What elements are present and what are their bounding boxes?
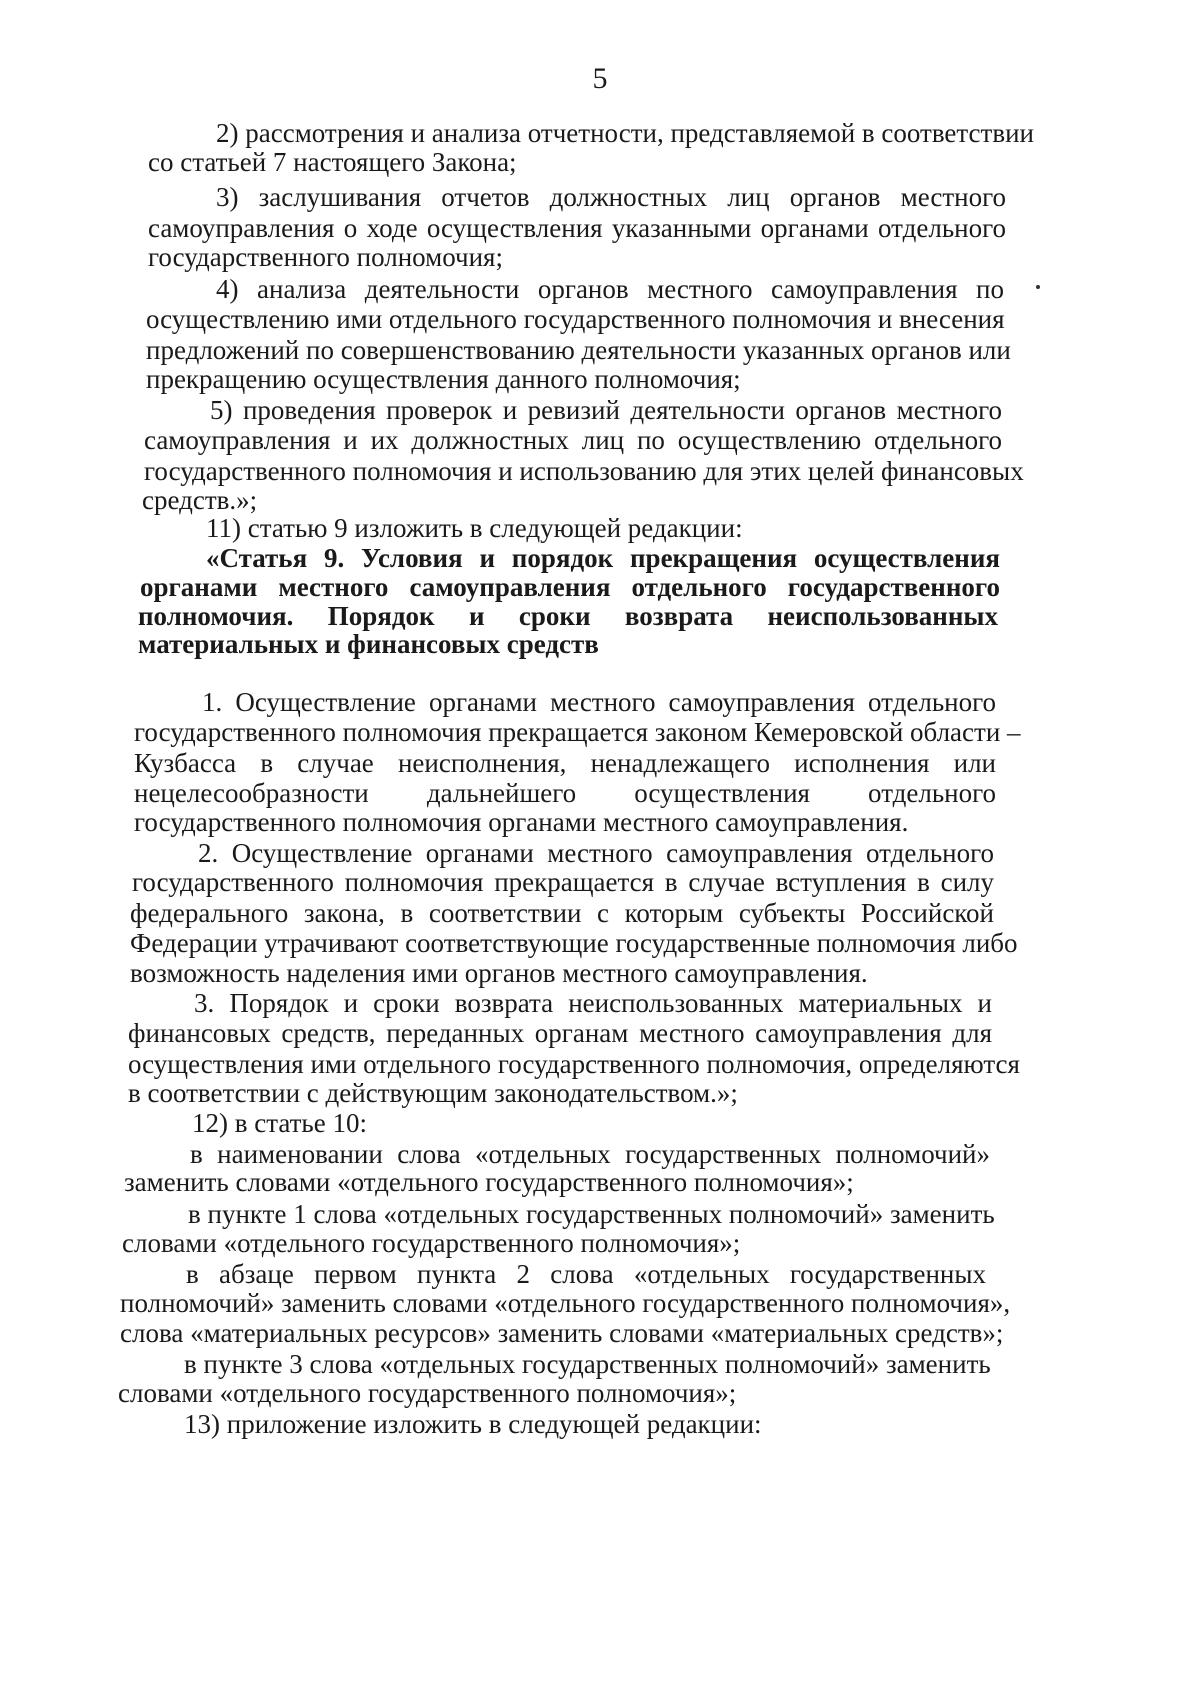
article-heading-line: материальных и финансовых средств: [138, 629, 599, 659]
article-heading-line: полномочия. Порядок и сроки возврата неиспользованных: [138, 601, 998, 631]
text-line: в наименовании слова «отдельных государственных полномочий»: [190, 1139, 990, 1169]
text-line: нецелесообразности дальнейшего осуществления отдельного: [134, 778, 996, 808]
text-line: предложений по совершенствованию деятельности указанных органов или: [146, 335, 1011, 365]
text-line: в пункте 3 слова «отдельных государственных полномочий» заменить: [184, 1349, 991, 1379]
text-line: 13) приложение изложить в следующей редакции:: [184, 1409, 762, 1439]
text-line: в соответствии с действующим законодательством.»;: [128, 1078, 738, 1108]
text-line: государственного полномочия и использованию для этих целей финансовых: [144, 456, 1024, 486]
text-line: государственного полномочия органами местного самоуправления.: [134, 807, 909, 837]
scan-speck: [1036, 285, 1040, 289]
text-line: самоуправления и их должностных лиц по осуществлению отдельного: [144, 425, 1002, 455]
text-line: 2. Осуществление органами местного самоуправления отдельного: [198, 838, 994, 868]
text-line: федерального закона, в соответствии с которым субъекты Российской: [130, 898, 994, 928]
text-line: в абзаце первом пункта 2 слова «отдельных государственных: [186, 1259, 986, 1289]
page-number: 5: [592, 62, 608, 95]
text-line: самоуправления о ходе осуществления указанными органами отдельного: [148, 213, 1006, 243]
text-line: 2) рассмотрения и анализа отчетности, представляемой в соответствии: [216, 118, 1034, 148]
text-line: словами «отдельного государственного полномочия»;: [122, 1228, 741, 1258]
text-line: полномочий» заменить словами «отдельного государственного полномочия»,: [120, 1288, 1011, 1318]
text-line: государственного полномочия прекращается в случае вступления в силу: [132, 867, 994, 897]
text-line: 3) заслушивания отчетов должностных лиц органов местного: [216, 182, 1006, 212]
text-line: осуществления ими отдельного государственного полномочия, определяются: [128, 1049, 1020, 1079]
text-line: средств.»;: [142, 485, 258, 515]
text-line: 4) анализа деятельности органов местного самоуправления по: [216, 274, 1004, 304]
text-line: 1. Осуществление органами местного самоуправления отдельного: [202, 687, 996, 717]
text-line: прекращению осуществления данного полномочия;: [146, 364, 741, 394]
text-line: слова «материальных ресурсов» заменить словами «материальных средств»;: [120, 1318, 1004, 1348]
text-line: 11) статью 9 изложить в следующей редакции:: [206, 513, 743, 543]
article-heading-line: органами местного самоуправления отдельного государственного: [140, 572, 1000, 602]
text-line: заменить словами «отдельного государственного полномочия»;: [124, 1167, 854, 1197]
text-line: государственного полномочия прекращается законом Кемеровской области –: [134, 717, 1021, 747]
text-line: Федерации утрачивают соответствующие государственные полномочия либо: [130, 928, 1018, 958]
text-line: возможность наделения ими органов местного самоуправления.: [130, 958, 868, 988]
text-line: 3. Порядок и сроки возврата неиспользованных материальных и: [194, 988, 992, 1018]
text-line: осуществлению ими отдельного государственного полномочия и внесения: [146, 304, 1005, 334]
text-line: 12) в статье 10:: [192, 1108, 367, 1138]
text-line: со статьей 7 настоящего Закона;: [148, 147, 517, 177]
text-line: 5) проведения проверок и ревизий деятельности органов местного: [210, 395, 1002, 425]
text-line: в пункте 1 слова «отдельных государственных полномочий» заменить: [188, 1199, 995, 1229]
text-line: словами «отдельного государственного полномочия»;: [118, 1378, 737, 1408]
text-line: финансовых средств, переданных органам местного самоуправления для: [128, 1018, 992, 1048]
text-line: государственного полномочия;: [148, 242, 503, 272]
text-line: Кузбасса в случае неисполнения, ненадлежащего исполнения или: [134, 748, 996, 778]
article-heading-line: «Статья 9. Условия и порядок прекращения осуществления: [206, 543, 1000, 573]
